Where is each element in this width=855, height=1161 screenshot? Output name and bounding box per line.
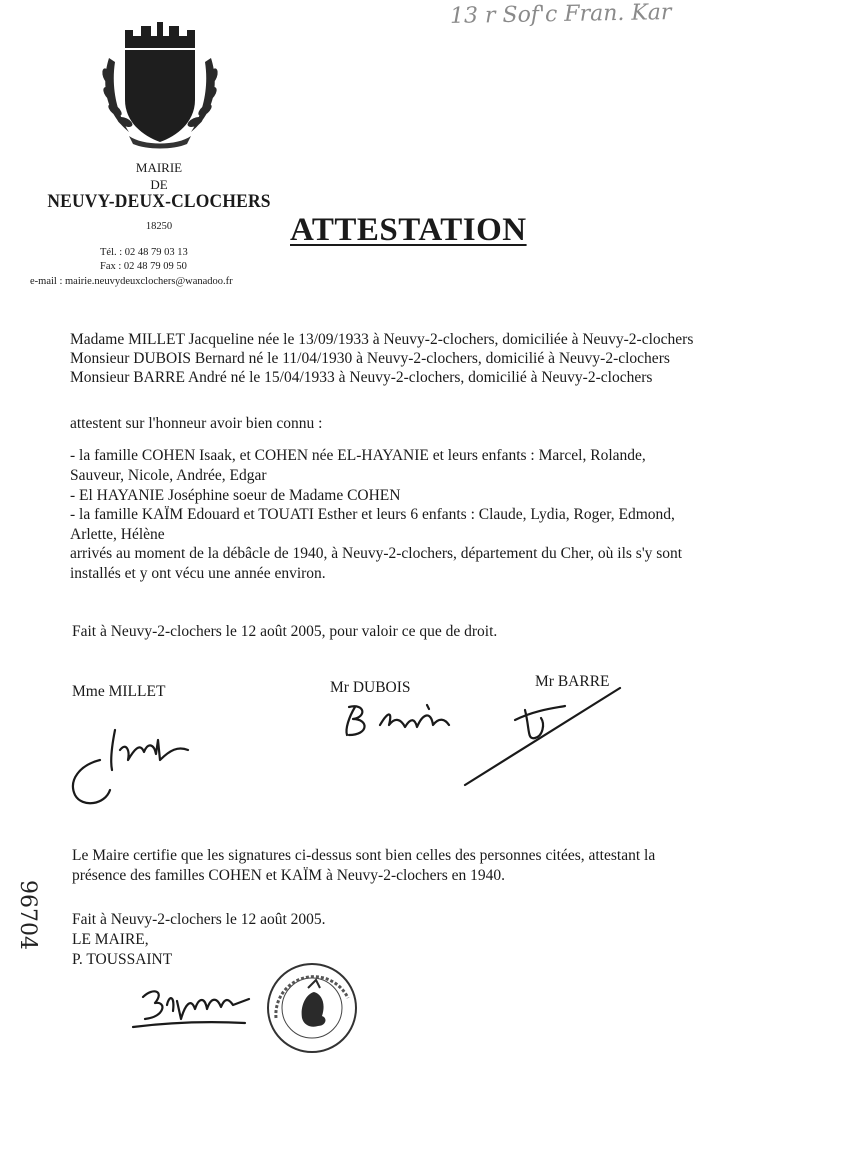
family-el-hayanie: - El HAYANIE Joséphine soeur de Madame COHEN — [70, 487, 401, 504]
mayor-role: LE MAIRE, — [72, 931, 149, 948]
done-at-first: Fait à Neuvy-2-clochers le 12 août 2005, pour valoir ce que de droit. — [72, 623, 498, 640]
mairie-label: MAIRIE — [135, 160, 183, 175]
family-cohen: - la famille COHEN Isaak, et COHEN née EL-HAYANIE et leurs enfants : Marcel, Rolande, — [70, 447, 646, 464]
mairie-fax: Fax : 02 48 79 09 50 — [100, 261, 187, 272]
mairie-postcode: 18250 — [145, 221, 173, 232]
witness-dubois: Monsieur DUBOIS Bernard né le 11/04/1930 à Neuvy-2-clochers, domicilié à Neuvy-2-clochers — [70, 350, 670, 367]
arrival-statement: arrivés au moment de la débâcle de 1940, à Neuvy-2-clochers, département du Cher, où ils s'y sont — [70, 545, 683, 562]
certification-line-2: présence des familles COHEN et KAÏM à Neuvy-2-clochers en 1940. — [72, 867, 506, 884]
mayor-name: P. TOUSSAINT — [72, 951, 173, 968]
side-reference-number: 96704 — [15, 880, 40, 950]
signature-mayor — [125, 975, 265, 1035]
mairie-de: DE — [150, 177, 168, 192]
signature-millet — [60, 720, 200, 820]
mairie-name: NEUVY-DEUX-CLOCHERS — [47, 191, 271, 212]
municipal-crest-logo — [95, 18, 225, 150]
signature-dubois — [335, 695, 465, 745]
signature-barre — [455, 680, 635, 790]
mairie-tel: Tél. : 02 48 79 03 13 — [100, 247, 188, 258]
witness-millet: Madame MILLET Jacqueline née le 13/09/1933 à Neuvy-2-clochers, domiciliée à Neuvy-2-clochers — [70, 331, 694, 348]
certification-line-1: Le Maire certifie que les signatures ci-dessus sont bien celles des personnes citées, attestant la — [72, 847, 656, 864]
signatory-barre: Mr BARRE — [535, 673, 610, 690]
handwritten-note: 13 r Sof'c Fran. Kar — [449, 0, 672, 29]
family-kaim: - la famille KAÏM Edouard et TOUATI Esther et leurs 6 enfants : Claude, Lydia, Roger, Edmond, — [70, 506, 675, 523]
official-mairie-stamp — [262, 958, 362, 1058]
arrival-statement-cont: installés et y ont vécu une année environ. — [70, 565, 326, 582]
mairie-email: e-mail : mairie.neuvydeuxclochers@wanadoo.fr — [30, 276, 233, 287]
document-title: ATTESTATION — [290, 212, 527, 248]
witness-barre: Monsieur BARRE André né le 15/04/1933 à Neuvy-2-clochers, domicilié à Neuvy-2-clochers — [70, 369, 653, 386]
attest-intro: attestent sur l'honneur avoir bien connu : — [70, 415, 323, 432]
signatory-dubois: Mr DUBOIS — [330, 679, 411, 696]
family-cohen-children: Sauveur, Nicole, Andrée, Edgar — [70, 467, 267, 484]
family-kaim-children: Arlette, Hélène — [70, 526, 165, 543]
signatory-millet: Mme MILLET — [72, 683, 166, 700]
done-at-second: Fait à Neuvy-2-clochers le 12 août 2005. — [72, 911, 326, 928]
